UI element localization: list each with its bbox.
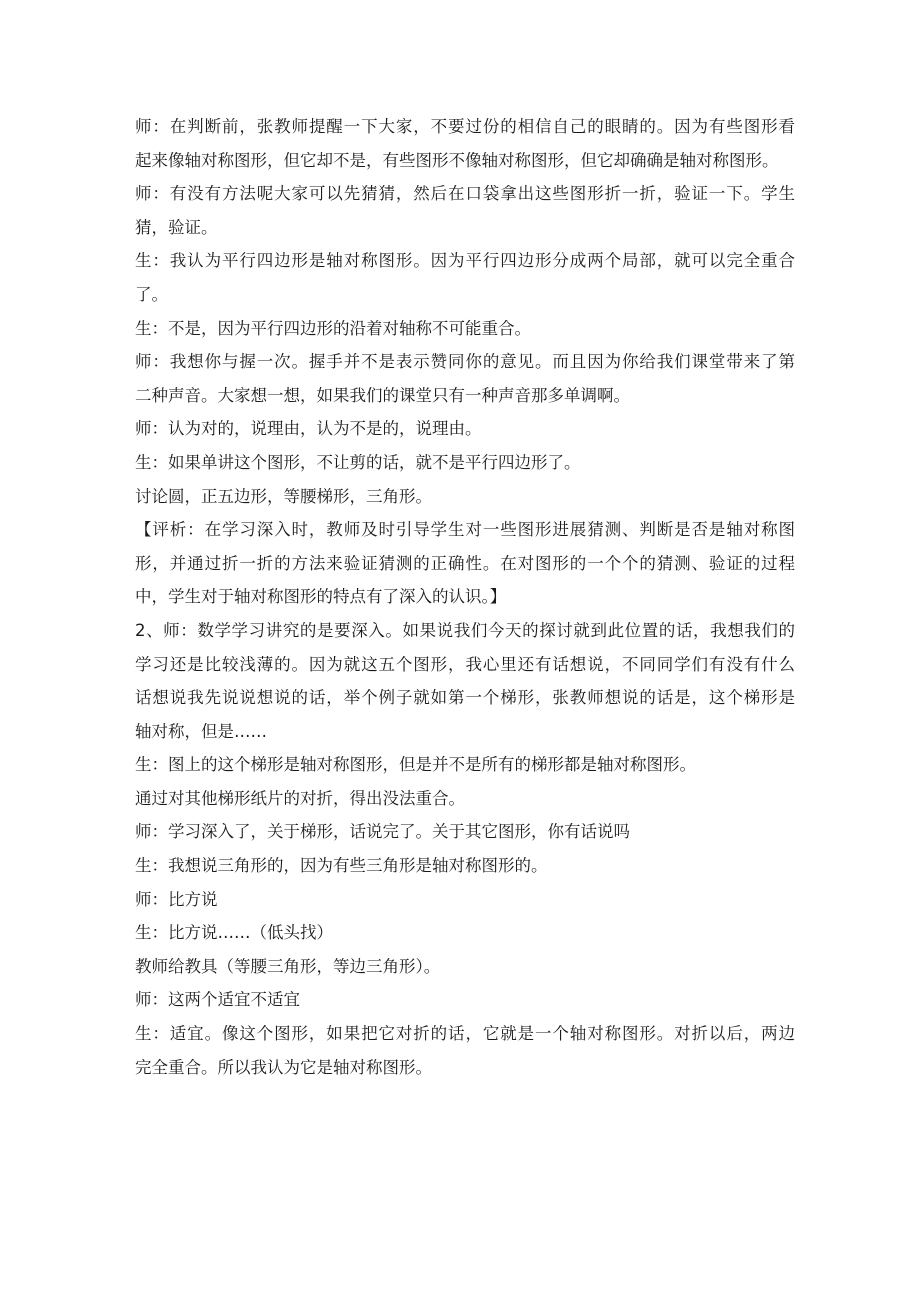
text-line: 师：认为对的，说理由，认为不是的，说理由。 <box>135 419 482 439</box>
paragraph <box>135 312 795 346</box>
text-line: 生：适宜。像这个图形，如果把它对折的话，它就是一个轴对称图形。对折以后，两边 <box>135 1024 795 1044</box>
paragraph <box>135 446 795 480</box>
text-line: 起来像轴对称图形，但它却不是，有些图形不像轴对称图形，但它却确确是轴对称图形。 <box>135 150 779 170</box>
text-line: 中，学生对于轴对称图形的特点有了深入的认识。】 <box>135 587 507 607</box>
text-line: 生：图上的这个梯形是轴对称图形，但是并不是所有的梯形都是轴对称图形。 <box>135 755 696 775</box>
text-line: 了。 <box>135 284 168 304</box>
paragraph <box>135 110 795 177</box>
text-line: 猜，验证。 <box>135 217 218 237</box>
text-line: 通过对其他梯形纸片的对折，得出没法重合。 <box>135 788 465 808</box>
text-line: 师：在判断前，张教师提醒一下大家，不要过份的相信自己的眼睛的。因为有些图形看 <box>135 117 795 136</box>
text-line: 学习还是比较浅薄的。因为就这五个图形，我心里还有话想说，不同同学们有没有什么 <box>135 654 795 674</box>
paragraph <box>135 748 795 782</box>
paragraph <box>135 883 795 917</box>
document-body <box>135 110 795 1084</box>
paragraph <box>135 480 795 514</box>
text-line: 话想说我先说说想说的话，举个例子就如第一个梯形，张教师想说的话是，这个梯形是 <box>135 688 795 708</box>
paragraph <box>135 513 795 614</box>
text-line: 二种声音。大家想一想，如果我们的课堂只有一种声音那多单调啊。 <box>135 385 630 405</box>
text-line: 生：如果单讲这个图形，不让剪的话，就不是平行四边形了。 <box>135 452 581 472</box>
text-line: 轴对称，但是…… <box>135 721 267 741</box>
text-line: 生：我想说三角形的，因为有些三角形是轴对称图形的。 <box>135 856 548 876</box>
text-line: 师：我想你与握一次。握手并不是表示赞同你的意见。而且因为你给我们课堂带来了第 <box>135 352 795 372</box>
paragraph <box>135 916 795 950</box>
text-line: 师：有没有方法呢大家可以先猜猜，然后在口袋拿出这些图形折一折，验证一下。学生 <box>135 184 795 204</box>
text-line: 【评析：在学习深入时，教师及时引导学生对一些图形进展猜测、判断是否是轴对称图 <box>135 520 795 540</box>
paragraph <box>135 244 795 311</box>
paragraph <box>135 614 795 748</box>
paragraph <box>135 782 795 816</box>
paragraph <box>135 950 795 984</box>
text-line: 讨论圆，正五边形，等腰梯形，三角形。 <box>135 486 432 506</box>
text-line: 教师给教具（等腰三角形，等边三角形）。 <box>135 956 441 976</box>
text-line: 师：学习深入了，关于梯形，话说完了。关于其它图形，你有话说吗 <box>135 822 630 842</box>
paragraph <box>135 345 795 412</box>
paragraph <box>135 1017 795 1084</box>
text-line: 生：不是，因为平行四边形的沿着对轴称不可能重合。 <box>135 318 531 338</box>
text-line: 生：比方说……（低头找） <box>135 923 333 943</box>
paragraph <box>135 412 795 446</box>
text-line: 生：我认为平行四边形是轴对称图形。因为平行四边形分成两个局部，就可以完全重合 <box>135 251 795 271</box>
text-line: 2、师：数学学习讲究的是要深入。如果说我们今天的探讨就到此位置的话，我想我们的 <box>135 620 795 640</box>
text-line: 完全重合。所以我认为它是轴对称图形。 <box>135 1057 432 1077</box>
paragraph <box>135 177 795 244</box>
text-line: 师：这两个适宜不适宜 <box>135 990 300 1010</box>
paragraph <box>135 815 795 849</box>
paragraph <box>135 983 795 1017</box>
text-line: 师：比方说 <box>135 889 218 909</box>
paragraph <box>135 849 795 883</box>
text-line: 形，并通过折一折的方法来验证猜测的正确性。在对图形的一个个的猜测、验证的过程 <box>135 553 795 573</box>
